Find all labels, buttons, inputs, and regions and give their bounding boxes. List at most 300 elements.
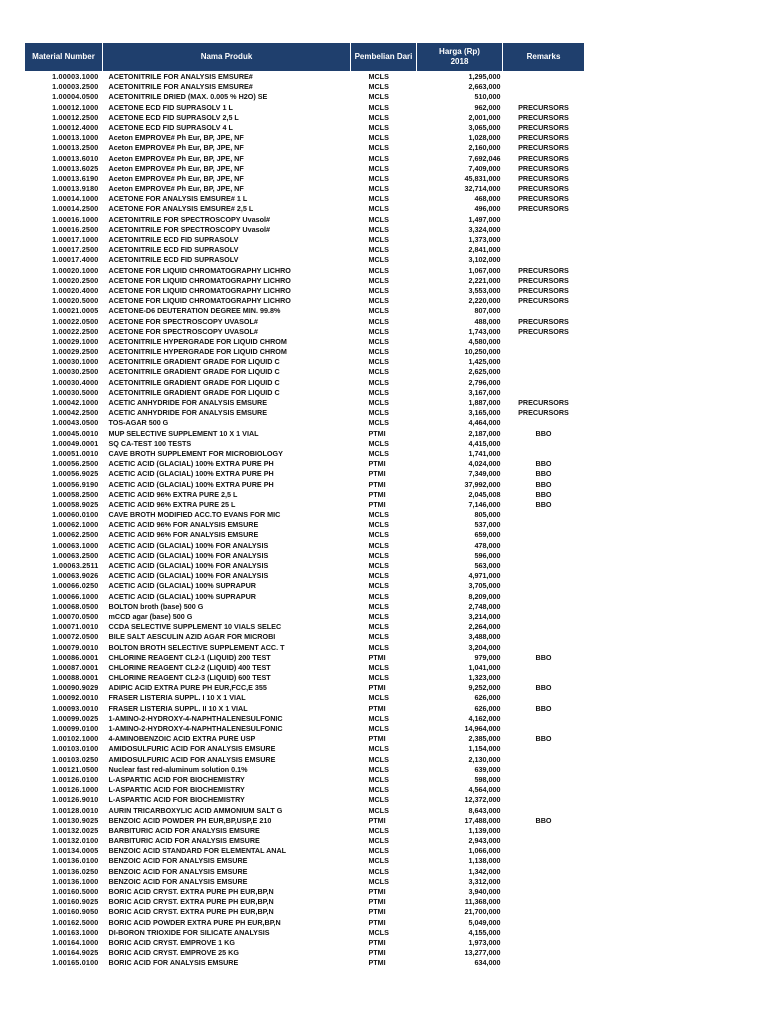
cell-product-name: DI-BORON TRIOXIDE FOR SILICATE ANALYSIS bbox=[108, 927, 270, 937]
price-list-table bbox=[24, 42, 585, 969]
cell-product-name: ADIPIC ACID EXTRA PURE PH EUR,FCC,E 355 bbox=[108, 683, 267, 693]
cell-remarks: PRECURSORS bbox=[518, 316, 569, 326]
cell-product-name: ACETONITRILE DRIED (MAX. 0.005 % H2O) SE bbox=[108, 92, 268, 102]
table-row bbox=[25, 449, 585, 459]
cell-material-number: 1.00012.4000 bbox=[52, 122, 99, 132]
table-row bbox=[25, 561, 585, 571]
cell-purchased-from: MCLS bbox=[368, 112, 389, 122]
cell-price: 9,252,000 bbox=[468, 683, 501, 693]
cell-remarks bbox=[503, 388, 585, 398]
cell-remarks: PRECURSORS bbox=[518, 265, 569, 275]
cell-purchased-from: MCLS bbox=[368, 224, 389, 234]
cell-remarks bbox=[503, 439, 585, 449]
table-row bbox=[25, 530, 585, 540]
table-row bbox=[25, 469, 585, 479]
cell-remarks bbox=[503, 724, 585, 734]
table-row bbox=[25, 714, 585, 724]
cell-price: 537,000 bbox=[474, 520, 501, 530]
table-row bbox=[25, 143, 585, 153]
table-row bbox=[25, 500, 585, 510]
cell-purchased-from: MCLS bbox=[368, 194, 389, 204]
cell-product-name: ACETONITRILE ECD FID SUPRASOLV bbox=[108, 235, 239, 244]
cell-material-number: 1.00030.1000 bbox=[52, 357, 99, 367]
table-row bbox=[25, 510, 585, 520]
cell-purchased-from: MCLS bbox=[368, 693, 389, 703]
table-row bbox=[25, 907, 585, 917]
cell-price: 8,643,000 bbox=[468, 805, 501, 815]
cell-product-name: Aceton EMPROVE# Ph Eur, BP, JPE, NF bbox=[108, 153, 244, 163]
cell-material-number: 1.00017.1000 bbox=[52, 235, 99, 244]
cell-purchased-from: MCLS bbox=[368, 927, 389, 937]
cell-remarks bbox=[503, 907, 585, 917]
cell-price: 1,373,000 bbox=[468, 235, 501, 244]
cell-purchased-from: PTMI bbox=[368, 683, 386, 693]
cell-purchased-from: PTMI bbox=[368, 907, 386, 917]
cell-price: 17,488,000 bbox=[464, 815, 501, 825]
cell-remarks bbox=[503, 693, 585, 703]
cell-product-name: L-ASPARTIC ACID FOR BIOCHEMISTRY bbox=[108, 785, 245, 795]
cell-purchased-from: PTMI bbox=[368, 917, 386, 927]
cell-product-name: ACETIC ACID (GLACIAL) 100% EXTRA PURE PH bbox=[108, 459, 274, 469]
table-row bbox=[25, 948, 585, 958]
cell-product-name: Aceton EMPROVE# Ph Eur, BP, JPE, NF bbox=[108, 173, 244, 183]
cell-remarks: PRECURSORS bbox=[518, 163, 569, 173]
cell-product-name: BORIC ACID CRYST. EXTRA PURE PH EUR,BP,N bbox=[108, 887, 274, 896]
table-row bbox=[25, 806, 585, 816]
cell-material-number: 1.00030.4000 bbox=[52, 377, 99, 387]
cell-purchased-from: MCLS bbox=[368, 510, 389, 520]
table-row bbox=[25, 755, 585, 765]
cell-remarks bbox=[503, 225, 585, 235]
cell-price: 4,162,000 bbox=[468, 713, 501, 723]
table-row bbox=[25, 317, 585, 327]
cell-remarks bbox=[503, 663, 585, 673]
cell-purchased-from: MCLS bbox=[368, 387, 389, 397]
cell-material-number: 1.00043.0500 bbox=[52, 418, 99, 428]
cell-purchased-from: MCLS bbox=[368, 296, 389, 306]
cell-material-number: 1.00020.4000 bbox=[52, 285, 99, 295]
cell-remarks bbox=[503, 755, 585, 765]
cell-product-name: ACETONE FOR LIQUID CHROMATOGRAPHY LICHRO bbox=[108, 285, 291, 295]
cell-price: 659,000 bbox=[474, 530, 501, 540]
cell-product-name: CHLORINE REAGENT CL2-1 (LIQUID) 200 TEST bbox=[108, 652, 271, 662]
cell-purchased-from: MCLS bbox=[368, 662, 389, 672]
table-row bbox=[25, 877, 585, 887]
cell-remarks bbox=[503, 775, 585, 785]
cell-remarks: PRECURSORS bbox=[518, 153, 569, 163]
cell-remarks bbox=[503, 510, 585, 520]
cell-material-number: 1.00136.0100 bbox=[52, 856, 99, 866]
cell-price: 626,000 bbox=[474, 693, 501, 703]
cell-product-name: ACETIC ANHYDRIDE FOR ANALYSIS EMSURE bbox=[108, 408, 268, 418]
cell-remarks bbox=[503, 938, 585, 948]
cell-remarks: PRECURSORS bbox=[518, 398, 569, 407]
cell-purchased-from: PTMI bbox=[368, 479, 386, 489]
table-row bbox=[25, 429, 585, 439]
cell-purchased-from: MCLS bbox=[368, 418, 389, 428]
table-row bbox=[25, 276, 585, 286]
cell-material-number: 1.00160.9025 bbox=[52, 897, 99, 907]
cell-remarks bbox=[503, 806, 585, 816]
cell-remarks: BBO bbox=[535, 469, 552, 479]
cell-product-name: ACETONE-D6 DEUTERATION DEGREE MIN. 99.8% bbox=[108, 306, 281, 316]
cell-remarks: PRECURSORS bbox=[518, 173, 569, 183]
cell-material-number: 1.00004.0500 bbox=[52, 92, 99, 102]
table-row bbox=[25, 235, 585, 245]
cell-material-number: 1.00126.0100 bbox=[52, 774, 99, 784]
cell-product-name: ACETONITRILE FOR ANALYSIS EMSURE# bbox=[108, 82, 253, 92]
table-row bbox=[25, 520, 585, 530]
cell-material-number: 1.00121.0500 bbox=[52, 764, 99, 774]
cell-material-number: 1.00056.2500 bbox=[52, 459, 99, 469]
cell-purchased-from: MCLS bbox=[368, 448, 389, 458]
cell-material-number: 1.00013.6190 bbox=[52, 173, 99, 183]
cell-price: 1,139,000 bbox=[468, 825, 501, 835]
cell-remarks bbox=[503, 357, 585, 367]
cell-purchased-from: PTMI bbox=[368, 703, 386, 713]
cell-material-number: 1.00160.5000 bbox=[52, 887, 99, 896]
cell-price: 3,102,000 bbox=[468, 255, 501, 265]
cell-purchased-from: MCLS bbox=[368, 754, 389, 764]
cell-product-name: BORIC ACID CRYST. EMPROVE 25 KG bbox=[108, 948, 239, 958]
cell-purchased-from: MCLS bbox=[368, 825, 389, 835]
cell-product-name: ACETONE ECD FID SUPRASOLV 4 L bbox=[108, 122, 233, 132]
cell-material-number: 1.00099.0025 bbox=[52, 713, 99, 723]
cell-remarks: PRECURSORS bbox=[518, 112, 569, 122]
cell-purchased-from: MCLS bbox=[368, 764, 389, 774]
cell-product-name: ACETONITRILE HYPERGRADE FOR LIQUID CHROM bbox=[108, 347, 287, 357]
cell-purchased-from: MCLS bbox=[368, 367, 389, 377]
cell-remarks bbox=[503, 887, 585, 897]
cell-purchased-from: MCLS bbox=[368, 408, 389, 418]
cell-remarks: BBO bbox=[535, 428, 552, 438]
cell-remarks bbox=[503, 378, 585, 388]
table-row bbox=[25, 459, 585, 469]
cell-material-number: 1.00063.2500 bbox=[52, 550, 99, 560]
cell-remarks bbox=[503, 551, 585, 561]
cell-remarks bbox=[503, 449, 585, 459]
table-row bbox=[25, 938, 585, 948]
cell-purchased-from: MCLS bbox=[368, 336, 389, 346]
cell-material-number: 1.00020.2500 bbox=[52, 275, 99, 285]
cell-material-number: 1.00164.1000 bbox=[52, 937, 99, 947]
table-row bbox=[25, 571, 585, 581]
cell-product-name: ACETONE ECD FID SUPRASOLV 1 L bbox=[108, 102, 233, 112]
cell-price: 7,349,000 bbox=[468, 469, 501, 479]
cell-price: 4,464,000 bbox=[468, 418, 501, 428]
cell-remarks bbox=[503, 714, 585, 724]
cell-product-name: BORIC ACID FOR ANALYSIS EMSURE bbox=[108, 958, 239, 968]
cell-product-name: BENZOIC ACID FOR ANALYSIS EMSURE bbox=[108, 876, 248, 886]
cell-remarks bbox=[503, 592, 585, 602]
table-row bbox=[25, 836, 585, 846]
cell-remarks bbox=[503, 643, 585, 653]
price-list-sheet bbox=[24, 42, 584, 969]
cell-material-number: 1.00128.0010 bbox=[52, 805, 99, 815]
cell-material-number: 1.00086.0001 bbox=[52, 652, 99, 662]
cell-product-name: 1-AMINO-2-HYDROXY-4-NAPHTHALENESULFONIC bbox=[108, 724, 283, 733]
cell-remarks bbox=[503, 602, 585, 612]
cell-purchased-from: MCLS bbox=[368, 520, 389, 530]
cell-material-number: 1.00079.0010 bbox=[52, 642, 99, 652]
cell-material-number: 1.00003.2500 bbox=[52, 82, 99, 92]
cell-remarks: PRECURSORS bbox=[518, 102, 569, 112]
cell-price: 32,714,000 bbox=[464, 184, 501, 194]
cell-remarks bbox=[503, 245, 585, 255]
cell-material-number: 1.00102.1000 bbox=[52, 734, 99, 744]
cell-purchased-from: MCLS bbox=[368, 550, 389, 560]
cell-product-name: ACETONE FOR LIQUID CHROMATOGRAPHY LICHRO bbox=[108, 275, 291, 285]
cell-material-number: 1.00160.9050 bbox=[52, 907, 99, 917]
cell-remarks bbox=[503, 418, 585, 428]
cell-price: 2,748,000 bbox=[468, 601, 501, 611]
cell-purchased-from: MCLS bbox=[368, 214, 389, 224]
cell-remarks: PRECURSORS bbox=[518, 194, 569, 204]
cell-material-number: 1.00165.0100 bbox=[52, 958, 99, 968]
cell-price: 2,045,008 bbox=[468, 489, 501, 499]
cell-material-number: 1.00017.4000 bbox=[52, 255, 99, 265]
cell-product-name: ACETIC ACID 96% EXTRA PURE 2,5 L bbox=[108, 489, 238, 499]
cell-product-name: ACETONE FOR ANALYSIS EMSURE# 1 L bbox=[108, 194, 248, 204]
cell-purchased-from: MCLS bbox=[368, 265, 389, 275]
cell-material-number: 1.00060.0100 bbox=[52, 510, 99, 520]
cell-price: 1,067,000 bbox=[468, 265, 501, 275]
cell-product-name: ACETONITRILE GRADIENT GRADE FOR LIQUID C bbox=[108, 357, 280, 367]
cell-price: 3,204,000 bbox=[468, 642, 501, 652]
cell-product-name: ACETONE ECD FID SUPRASOLV 2,5 L bbox=[108, 112, 239, 122]
cell-price: 4,024,000 bbox=[468, 459, 501, 469]
cell-purchased-from: MCLS bbox=[368, 163, 389, 173]
table-row bbox=[25, 255, 585, 265]
cell-price: 3,488,000 bbox=[468, 632, 501, 642]
table-row bbox=[25, 816, 585, 826]
table-row bbox=[25, 958, 585, 968]
cell-product-name: FRASER LISTERIA SUPPL. I 10 X 1 VIAL bbox=[108, 693, 246, 703]
cell-material-number: 1.00029.2500 bbox=[52, 347, 99, 357]
table-row bbox=[25, 765, 585, 775]
cell-product-name: BORIC ACID POWDER EXTRA PURE PH EUR,BP,N bbox=[108, 917, 281, 927]
cell-purchased-from: PTMI bbox=[368, 469, 386, 479]
cell-material-number: 1.00013.2500 bbox=[52, 143, 99, 153]
table-row bbox=[25, 551, 585, 561]
cell-product-name: ACETONITRILE FOR SPECTROSCOPY Uvasol# bbox=[108, 224, 270, 234]
table-row bbox=[25, 724, 585, 734]
cell-product-name: ACETIC ACID (GLACIAL) 100% FOR ANALYSIS bbox=[108, 550, 269, 560]
table-row bbox=[25, 133, 585, 143]
cell-material-number: 1.00070.0500 bbox=[52, 611, 99, 621]
cell-product-name: L-ASPARTIC ACID FOR BIOCHEMISTRY bbox=[108, 795, 245, 805]
table-row bbox=[25, 296, 585, 306]
cell-product-name: ACETIC ACID (GLACIAL) 100% FOR ANALYSIS bbox=[108, 561, 269, 570]
cell-purchased-from: MCLS bbox=[368, 173, 389, 183]
cell-product-name: BENZOIC ACID POWDER PH EUR,BP,USP,E 210 bbox=[108, 815, 272, 825]
cell-product-name: ACETIC ACID (GLACIAL) 100% SUPRAPUR bbox=[108, 591, 256, 601]
cell-price: 3,214,000 bbox=[468, 611, 501, 621]
table-row bbox=[25, 82, 585, 92]
cell-price: 2,385,000 bbox=[468, 734, 501, 744]
table-row bbox=[25, 154, 585, 164]
cell-purchased-from: MCLS bbox=[368, 785, 389, 795]
cell-price: 468,000 bbox=[474, 194, 501, 204]
cell-product-name: 1-AMINO-2-HYDROXY-4-NAPHTHALENESULFONIC bbox=[108, 713, 283, 723]
cell-price: 2,663,000 bbox=[468, 82, 501, 92]
cell-material-number: 1.00020.1000 bbox=[52, 265, 99, 275]
cell-material-number: 1.00012.1000 bbox=[52, 102, 99, 112]
cell-material-number: 1.00022.2500 bbox=[52, 326, 99, 336]
cell-remarks: PRECURSORS bbox=[518, 275, 569, 285]
cell-price: 4,155,000 bbox=[468, 927, 501, 937]
table-row bbox=[25, 653, 585, 663]
table-row bbox=[25, 286, 585, 296]
cell-remarks bbox=[503, 561, 585, 571]
cell-material-number: 1.00087.0001 bbox=[52, 662, 99, 672]
cell-material-number: 1.00042.2500 bbox=[52, 408, 99, 418]
cell-material-number: 1.00063.1000 bbox=[52, 540, 99, 550]
cell-purchased-from: MCLS bbox=[368, 347, 389, 357]
cell-material-number: 1.00136.1000 bbox=[52, 876, 99, 886]
cell-purchased-from: MCLS bbox=[368, 836, 389, 846]
table-row bbox=[25, 398, 585, 408]
cell-price: 598,000 bbox=[474, 774, 501, 784]
cell-product-name: mCCD agar (base) 500 G bbox=[108, 611, 193, 621]
cell-product-name: BILE SALT AESCULIN AZID AGAR FOR MICROBI bbox=[108, 632, 276, 642]
cell-price: 510,000 bbox=[474, 92, 501, 102]
table-row bbox=[25, 775, 585, 785]
cell-remarks bbox=[503, 92, 585, 102]
cell-purchased-from: MCLS bbox=[368, 622, 389, 632]
table-row bbox=[25, 663, 585, 673]
cell-product-name: CAVE BROTH SUPPLEMENT FOR MICROBIOLOGY bbox=[108, 448, 283, 458]
cell-product-name: ACETIC ANHYDRIDE FOR ANALYSIS EMSURE bbox=[108, 398, 268, 407]
cell-purchased-from: MCLS bbox=[368, 316, 389, 326]
cell-remarks bbox=[503, 72, 585, 83]
cell-purchased-from: MCLS bbox=[368, 591, 389, 601]
cell-price: 3,167,000 bbox=[468, 387, 501, 397]
header-price-label: Harga (Rp) bbox=[439, 47, 480, 56]
cell-price: 2,796,000 bbox=[468, 377, 501, 387]
cell-product-name: TOS-AGAR 500 G bbox=[108, 418, 169, 428]
cell-price: 1,887,000 bbox=[468, 398, 501, 407]
cell-remarks bbox=[503, 367, 585, 377]
table-row bbox=[25, 795, 585, 805]
cell-material-number: 1.00030.2500 bbox=[52, 367, 99, 377]
cell-price: 7,692,046 bbox=[468, 153, 501, 163]
table-row bbox=[25, 744, 585, 754]
cell-product-name: AMIDOSULFURIC ACID FOR ANALYSIS EMSURE bbox=[108, 754, 276, 764]
cell-product-name: ACETONITRILE FOR SPECTROSCOPY Uvasol# bbox=[108, 214, 270, 224]
table-row bbox=[25, 673, 585, 683]
cell-remarks bbox=[503, 82, 585, 92]
cell-product-name: ACETONE FOR ANALYSIS EMSURE# 2,5 L bbox=[108, 204, 254, 214]
cell-price: 2,264,000 bbox=[468, 622, 501, 632]
table-row bbox=[25, 887, 585, 897]
cell-remarks: BBO bbox=[535, 734, 552, 744]
table-row bbox=[25, 928, 585, 938]
table-row bbox=[25, 704, 585, 714]
cell-material-number: 1.00164.9025 bbox=[52, 948, 99, 958]
cell-remarks: PRECURSORS bbox=[518, 184, 569, 194]
cell-price: 626,000 bbox=[474, 703, 501, 713]
header-price bbox=[417, 43, 503, 72]
header-product-name: Nama Produk bbox=[103, 43, 351, 72]
cell-product-name: ACETONITRILE GRADIENT GRADE FOR LIQUID C bbox=[108, 377, 280, 387]
cell-purchased-from: MCLS bbox=[368, 133, 389, 143]
cell-price: 1,028,000 bbox=[468, 133, 501, 143]
cell-purchased-from: MCLS bbox=[368, 774, 389, 784]
cell-purchased-from: MCLS bbox=[368, 632, 389, 642]
cell-purchased-from: MCLS bbox=[368, 255, 389, 265]
cell-price: 2,221,000 bbox=[468, 275, 501, 285]
cell-material-number: 1.00042.1000 bbox=[52, 398, 99, 407]
cell-remarks: BBO bbox=[535, 683, 552, 693]
cell-material-number: 1.00029.1000 bbox=[52, 336, 99, 346]
cell-material-number: 1.00062.2500 bbox=[52, 530, 99, 540]
cell-purchased-from: MCLS bbox=[368, 846, 389, 856]
cell-product-name: ACETIC ACID (GLACIAL) 100% EXTRA PURE PH bbox=[108, 479, 274, 489]
table-row bbox=[25, 357, 585, 367]
cell-material-number: 1.00062.1000 bbox=[52, 520, 99, 530]
table-row bbox=[25, 194, 585, 204]
cell-purchased-from: PTMI bbox=[368, 428, 386, 438]
cell-material-number: 1.00126.1000 bbox=[52, 785, 99, 795]
cell-remarks bbox=[503, 826, 585, 836]
table-header bbox=[25, 43, 585, 72]
cell-product-name: CCDA SELECTIVE SUPPLEMENT 10 VIALS SELEC bbox=[108, 622, 282, 632]
cell-purchased-from: MCLS bbox=[368, 540, 389, 550]
cell-product-name: BENZOIC ACID STANDARD FOR ELEMENTAL ANAL bbox=[108, 846, 287, 856]
table-row bbox=[25, 113, 585, 123]
cell-purchased-from: PTMI bbox=[368, 652, 386, 662]
cell-remarks: BBO bbox=[535, 499, 552, 509]
cell-purchased-from: MCLS bbox=[368, 122, 389, 132]
cell-purchased-from: MCLS bbox=[368, 143, 389, 153]
cell-product-name: ACETIC ACID 96% EXTRA PURE 25 L bbox=[108, 499, 236, 509]
table-row bbox=[25, 867, 585, 877]
cell-material-number: 1.00063.2511 bbox=[52, 561, 99, 570]
table-row bbox=[25, 826, 585, 836]
cell-material-number: 1.00056.9190 bbox=[52, 479, 99, 489]
cell-purchased-from: MCLS bbox=[368, 326, 389, 336]
cell-price: 596,000 bbox=[474, 550, 501, 560]
table-row bbox=[25, 643, 585, 653]
cell-material-number: 1.00088.0001 bbox=[52, 673, 99, 683]
cell-material-number: 1.00051.0010 bbox=[52, 448, 99, 458]
cell-product-name: ACETONE FOR SPECTROSCOPY UVASOL# bbox=[108, 326, 258, 336]
table-row bbox=[25, 245, 585, 255]
table-row bbox=[25, 480, 585, 490]
cell-price: 1,973,000 bbox=[468, 937, 501, 947]
cell-material-number: 1.00003.1000 bbox=[52, 72, 99, 81]
cell-price: 1,066,000 bbox=[468, 846, 501, 856]
cell-material-number: 1.00072.0500 bbox=[52, 632, 99, 642]
cell-material-number: 1.00134.0005 bbox=[52, 846, 99, 856]
cell-price: 3,940,000 bbox=[468, 887, 501, 896]
table-row bbox=[25, 602, 585, 612]
cell-remarks: PRECURSORS bbox=[518, 326, 569, 336]
cell-price: 1,743,000 bbox=[468, 326, 501, 336]
cell-price: 8,209,000 bbox=[468, 591, 501, 601]
cell-product-name: ACETIC ACID 96% FOR ANALYSIS EMSURE bbox=[108, 530, 259, 540]
table-row bbox=[25, 92, 585, 102]
cell-purchased-from: MCLS bbox=[368, 245, 389, 255]
cell-purchased-from: MCLS bbox=[368, 184, 389, 194]
cell-remarks bbox=[503, 255, 585, 265]
cell-remarks bbox=[503, 306, 585, 316]
cell-purchased-from: MCLS bbox=[368, 377, 389, 387]
cell-product-name: CHLORINE REAGENT CL2-2 (LIQUID) 400 TEST bbox=[108, 662, 271, 672]
table-row bbox=[25, 388, 585, 398]
cell-product-name: Aceton EMPROVE# Ph Eur, BP, JPE, NF bbox=[108, 163, 244, 173]
